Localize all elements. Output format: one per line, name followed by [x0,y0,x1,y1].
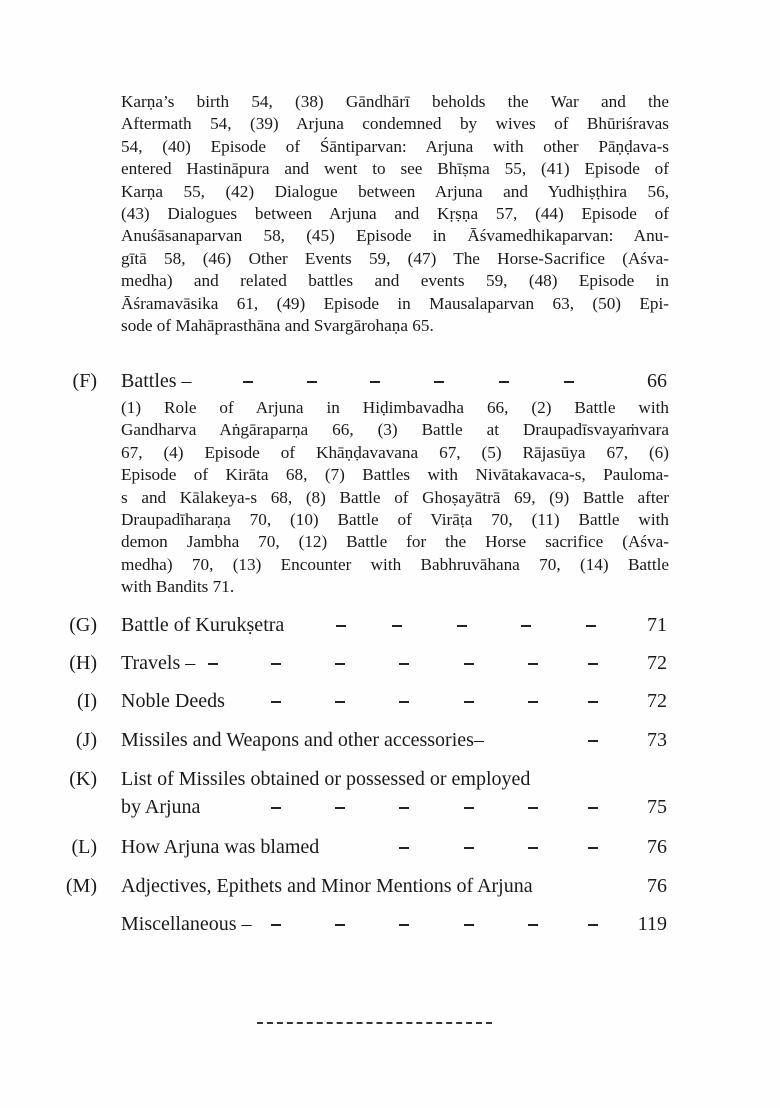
entry-label: (J) [75,729,97,751]
text-line: sode of Mahāprasthāna and Svargārohaṇa 65. [121,316,434,336]
text-line: (1) Role of Arjuna in Hiḍimbavadha 66, (2) Battle with [121,398,669,417]
text-line: Anuśāsanaparvan 58, (45) Episode in Āśvamedhikaparvan: Anu- [121,226,669,246]
text-line: entered Hastināpura and went to see Bhīṣma 55, (41) Episode of [121,159,669,179]
dot-leader [121,727,606,753]
dot-leader [121,911,606,937]
entry-page-number: 72 [647,652,667,674]
entry-title: Adjectives, Epithets and Minor Mentions of Arjuna [121,875,533,897]
entry-page-number: 73 [647,729,667,751]
entry-label: (L) [71,836,97,858]
entry-page-number: 75 [647,796,667,818]
text-line: demon Jambha 70, (12) Battle for the Horse sacrifice (Aśva- [121,532,669,552]
text-line: medha) 70, (13) Encounter with Babhruvāhana 70, (14) Battle [121,554,669,574]
dot-leader [121,612,606,638]
text-line: s and Kālakeya-s 68, (8) Battle of Ghoṣayātrā 69, (9) Battle after [121,487,669,507]
entry-title: How Arjuna was blamed [121,836,320,858]
entry-label: (I) [77,690,97,712]
entry-title: Missiles and Weapons and other accessories– [121,729,484,751]
toc-entry-battles [0,368,780,394]
text-line: 54, (40) Episode of Śāntiparvan: Arjuna with other Pāṇḍava-s [121,136,669,156]
text-line: Karṇa 55, (42) Dialogue between Arjuna and Yudhiṣṭhira 56, [121,181,669,201]
dot-leader [121,834,606,860]
entry-title: List of Missiles obtained or possessed or employed [121,768,531,790]
entry-label: (M) [65,875,97,897]
text-line: Āśramavāsika 61, (49) Episode in Mausalaparvan 63, (50) Epi- [121,293,669,313]
entry-page-number: 71 [647,614,667,636]
entry-title: Battle of Kurukṣetra [121,614,285,636]
continued-episode-list [121,91,669,337]
entry-page-number: 66 [647,370,667,392]
text-line: Episode of Kirāta 68, (7) Battles with Nivātakavaca-s, Pauloma- [121,465,669,485]
toc-entry-travels [0,650,780,676]
text-line: Aftermath 54, (39) Arjuna condemned by wives of Bhūriśravas [121,114,669,134]
toc-entry-how-arjuna-was-blamed [0,834,780,860]
entry-page-number: 76 [647,836,667,858]
entry-title: Battles – [121,370,192,392]
footer-dashed-rule [257,1022,492,1024]
text-line: Gandharva Aṅgāraparṇa 66, (3) Battle at Draupadīsvayaṁvara [121,420,669,440]
dot-leader [121,650,606,676]
text-line: Draupadīharaṇa 70, (10) Battle of Virāṭa 70, (11) Battle with [121,510,669,530]
entry-page-number: 76 [647,875,667,897]
entry-title-line2: by Arjuna [121,796,201,818]
toc-entry-missiles-and-weapons [0,727,780,753]
entry-label: (K) [69,768,97,790]
entry-label: (G) [69,614,97,636]
toc-entry-list-of-missiles [0,766,780,792]
dot-leader [121,368,606,394]
toc-entry-miscellaneous [0,911,780,937]
toc-entry-list-of-missiles-cont [0,794,780,820]
text-line: 67, (4) Episode of Khāṇḍavavana 67, (5) Rājasūya 67, (6) [121,442,669,462]
dot-leader [121,688,606,714]
text-line: (43) Dialogues between Arjuna and Kṛṣṇa 57, (44) Episode of [121,204,669,224]
entry-page-number: 72 [647,690,667,712]
toc-entry-noble-deeds [0,688,780,714]
entry-title: Noble Deeds [121,690,225,712]
dot-leader [121,794,606,820]
text-line: with Bandits 71. [121,577,235,597]
text-line: medha) and related battles and events 59, (48) Episode in [121,271,669,291]
toc-entry-adjectives-epithets [0,873,780,899]
entry-title: Travels – [121,652,196,674]
entry-title: Miscellaneous – [121,913,252,935]
entry-page-number: 119 [637,913,667,935]
battles-sub-list [121,397,669,599]
text-line: Karṇa’s birth 54, (38) Gāndhārī beholds the War and the [121,92,669,111]
entry-label: (H) [69,652,97,674]
toc-entry-battle-of-kuruksetra [0,612,780,638]
entry-label: (F) [72,370,97,392]
text-line: gītā 58, (46) Other Events 59, (47) The Horse-Sacrifice (Aśva- [121,248,669,268]
